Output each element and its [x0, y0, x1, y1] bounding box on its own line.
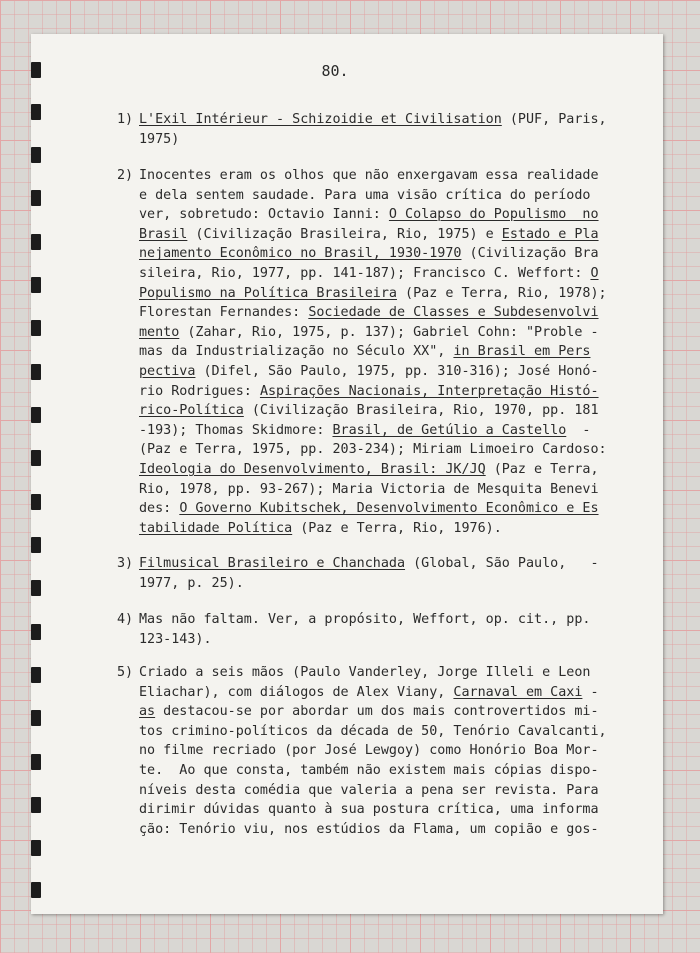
footnote-line	[139, 683, 599, 703]
footnote-text: Florestan Fernandes:	[139, 305, 309, 321]
footnote-line	[139, 800, 599, 820]
underlined-title: nejamento Econômico no Brasil, 1930-1970	[139, 246, 462, 262]
footnote-line	[139, 663, 590, 683]
footnote-text: (Civilização Brasileira, Rio, 1970, pp. 181	[243, 403, 599, 419]
footnote-text: (Paz e Terra, Rio, 1978);	[396, 285, 607, 301]
footnote-line	[139, 519, 502, 539]
footnote-text: mas da Industrialização no Século XX",	[139, 344, 454, 360]
footnote-line	[139, 781, 599, 801]
underlined-title: Sociedade de Classes e Subdesenvolvi	[308, 305, 599, 321]
underlined-title: Populismo na Política Brasileira	[139, 285, 397, 301]
footnote-text: Eliachar), com diálogos de Alex Viany,	[139, 684, 454, 700]
footnote-line	[139, 244, 599, 264]
binding-hole	[31, 667, 41, 683]
footnote-text: (Civilização Brasileira, Rio, 1975) e	[187, 226, 502, 242]
binding-hole	[31, 364, 41, 380]
footnote-line	[139, 440, 607, 460]
footnote-line	[139, 574, 244, 594]
underlined-title: as	[139, 704, 156, 720]
footnote-line	[139, 480, 599, 500]
footnote-line	[139, 342, 590, 362]
footnote-text: Criado a seis mãos (Paulo Vanderley, Jorge Illeli e Leon	[139, 665, 591, 680]
binding-hole	[31, 882, 41, 898]
footnote-text: Rio, 1978, pp. 93-267); Maria Victoria de Mesquita Benevi	[139, 481, 599, 497]
footnote-line	[139, 382, 599, 402]
binding-hole	[31, 537, 41, 553]
binding-hole	[31, 147, 41, 163]
underlined-title: Brasil, de Getúlio a Castello	[332, 422, 567, 438]
binding-hole	[31, 450, 41, 466]
underlined-title: Filmusical Brasileiro e Chanchada	[139, 556, 406, 571]
footnote-text: 123-143).	[139, 631, 212, 647]
footnote-text: -	[582, 684, 599, 700]
footnote-line	[139, 225, 599, 245]
binding-hole	[31, 104, 41, 120]
footnote-line	[139, 460, 599, 480]
binding-hole	[31, 190, 41, 206]
binding-hole	[31, 710, 41, 726]
footnote-line	[139, 761, 599, 781]
binding-hole	[31, 234, 41, 250]
footnote-text: (Global, São Paulo, -	[405, 556, 599, 571]
footnote-line	[139, 323, 599, 343]
footnote-text: (Paz e Terra,	[485, 462, 599, 477]
footnote-line	[139, 499, 599, 519]
binding-hole	[31, 797, 41, 813]
footnote-line	[139, 554, 599, 574]
footnote-text: no filme recriado (por José Lewgoy) como Honório Boa Mor-	[139, 743, 599, 759]
binding-hole	[31, 840, 41, 856]
binding-hole	[31, 407, 41, 423]
footnote-line	[139, 401, 599, 421]
binding-hole	[31, 624, 41, 640]
footnote-text: -193); Thomas Skidmore:	[139, 422, 333, 438]
footnote-number: 1)	[117, 112, 134, 127]
underlined-title: O	[590, 266, 599, 281]
footnote-line	[139, 722, 607, 742]
underlined-title: Brasil	[139, 226, 188, 242]
footnote-line	[139, 362, 599, 382]
footnote-line	[139, 421, 590, 441]
footnote-line	[139, 303, 599, 323]
underlined-title: Estado e Pla	[501, 226, 599, 242]
footnote-number: 4)	[117, 612, 134, 627]
underlined-title: tabilidade Política	[139, 520, 293, 536]
binding-hole	[31, 580, 41, 596]
footnote-text: destacou-se por abordar um dos mais controvertidos mi-	[155, 704, 599, 720]
footnote-text: ção: Tenório viu, nos estúdios da Flama, um copião e gos-	[139, 821, 599, 837]
footnote-text: (Difel, São Paulo, 1975, pp. 310-316); José Honó-	[195, 364, 599, 379]
footnote-text: ver, sobretudo: Octavio Ianni:	[139, 207, 389, 223]
underlined-title: O Colapso do Populismo no	[388, 207, 599, 223]
footnote-line	[139, 741, 599, 761]
footnote-text: (Paz e Terra, Rio, 1976).	[292, 520, 502, 536]
footnote-line	[139, 205, 599, 225]
footnote-text: (Zahar, Rio, 1975, p. 137); Gabriel Cohn: "Proble -	[179, 324, 599, 340]
footnote-number: 3)	[117, 556, 134, 571]
footnote-line	[139, 186, 590, 206]
footnote-number: 5)	[117, 665, 134, 680]
binding-hole	[31, 494, 41, 510]
page-number: 80.	[321, 62, 349, 80]
typewritten-page	[31, 34, 663, 914]
footnote-text: rio Rodrigues:	[139, 383, 260, 399]
footnote-line	[139, 284, 607, 304]
footnote-line	[139, 610, 590, 630]
footnote-line	[139, 630, 212, 650]
footnote-line	[139, 820, 599, 840]
footnote-text: (Paz e Terra, 1975, pp. 203-234); Miriam Limoeiro Cardoso:	[139, 442, 607, 458]
footnote-text: -	[566, 422, 591, 438]
footnote-text: 1975)	[139, 131, 180, 147]
underlined-title: Carnaval em Caxi	[453, 684, 583, 700]
footnote-line	[139, 110, 607, 130]
footnote-text: Mas não faltam. Ver, a propósito, Weffort, op. cit., pp.	[139, 612, 591, 627]
underlined-title: in Brasil em Pers	[453, 344, 591, 360]
binding-hole	[31, 277, 41, 293]
underlined-title: Ideologia do Desenvolvimento, Brasil: JK/JQ	[139, 462, 486, 477]
binding-hole	[31, 754, 41, 770]
underlined-title: rico-Política	[139, 403, 244, 419]
footnote-text: te. Ao que consta, também não existem mais cópias dispo-	[139, 763, 599, 778]
footnote-text: des:	[139, 501, 180, 517]
footnote-text: e dela sentem saudade. Para uma visão crítica do período	[139, 187, 591, 203]
footnote-text: sileira, Rio, 1977, pp. 141-187); Francisco C. Weffort:	[139, 266, 591, 281]
footnote-text: tos crimino-políticos da década de 50, Tenório Cavalcanti,	[139, 723, 607, 739]
footnote-number: 2)	[117, 168, 134, 183]
underlined-title: Aspirações Nacionais, Interpretação Histó-	[259, 383, 599, 399]
footnote-line	[139, 166, 599, 186]
footnote-text: dirimir dúvidas quanto à sua postura crítica, uma informa	[139, 802, 599, 818]
footnote-text: (PUF, Paris,	[501, 112, 607, 127]
binding-hole	[31, 320, 41, 336]
footnote-text: Inocentes eram os olhos que não enxergavam essa realidade	[139, 168, 599, 183]
footnote-text: níveis desta comédia que valeria a pena ser revista. Para	[139, 782, 599, 798]
footnote-line	[139, 264, 599, 284]
footnote-text: (Civilização Bra	[461, 246, 599, 262]
footnote-line	[139, 130, 179, 150]
footnote-text: 1977, p. 25).	[139, 575, 244, 591]
underlined-title: O Governo Kubitschek, Desenvolvimento Econômico e Es	[179, 501, 599, 517]
underlined-title: pectiva	[139, 364, 196, 379]
footnote-line	[139, 702, 599, 722]
underlined-title: mento	[139, 324, 180, 340]
underlined-title: L'Exil Intérieur - Schizoidie et Civilisation	[139, 112, 502, 127]
